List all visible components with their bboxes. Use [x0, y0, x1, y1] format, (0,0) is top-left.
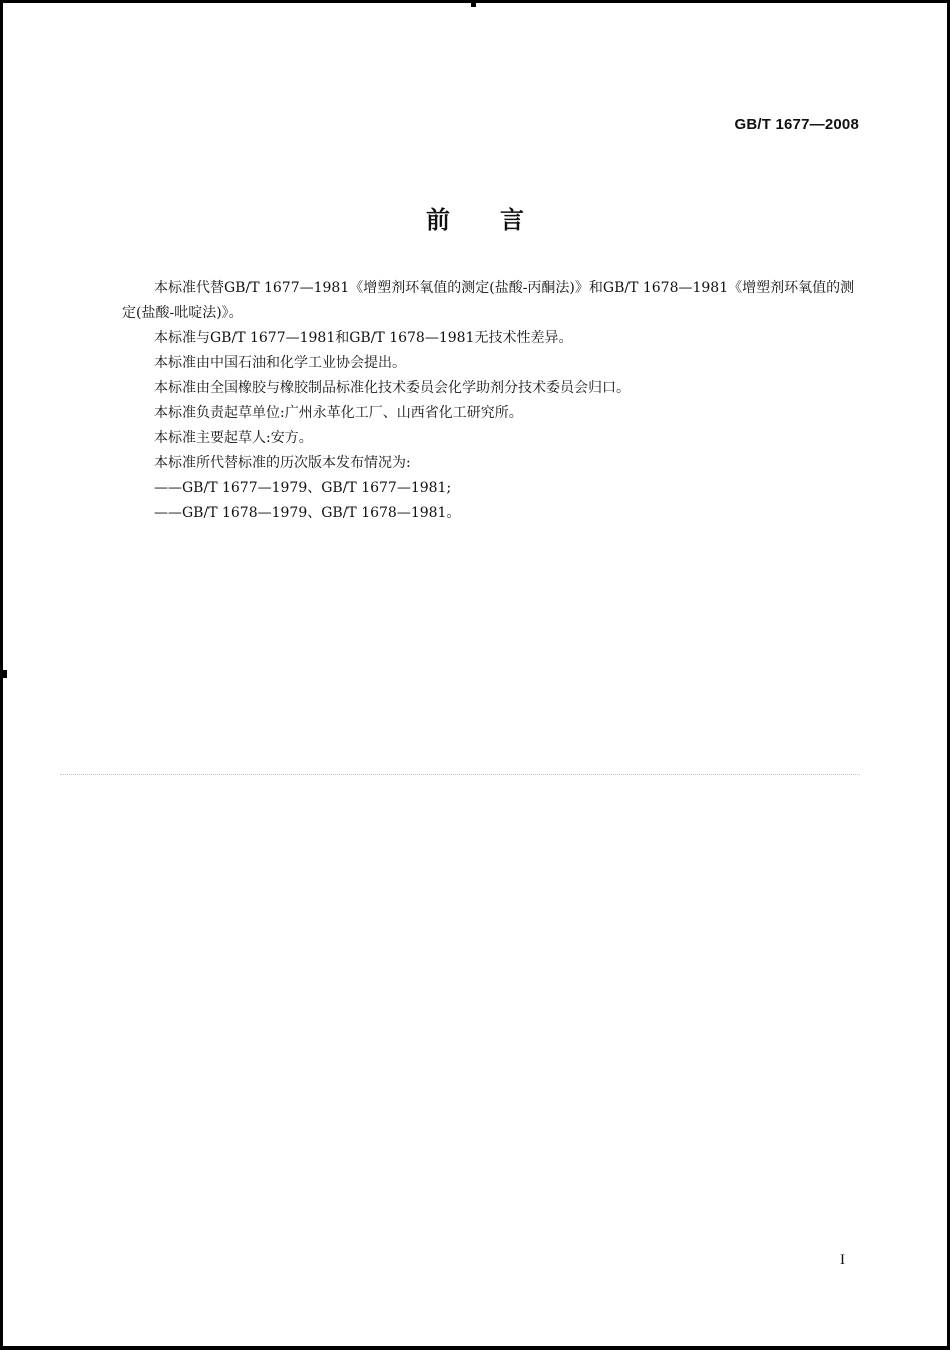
scan-mark-left	[0, 670, 7, 678]
page-title: 前言	[426, 206, 574, 234]
standard-code: GB/T 1677—2008	[734, 116, 859, 133]
page-number: I	[840, 1252, 845, 1268]
paragraph: 本标准负责起草单位:广州永革化工厂、山西省化工研究所。	[154, 405, 523, 421]
paragraph: 本标准代替GB/T 1677—1981《增塑剂环氧值的测定(盐酸-丙酮法)》和GB/T 1678—1981《增塑剂环氧值的测定(盐酸-吡啶法)》。	[122, 280, 855, 321]
list-item: ——GB/T 1678—1979、GB/T 1678—1981。	[154, 505, 461, 521]
paragraph: 本标准由中国石油和化学工业协会提出。	[154, 355, 406, 371]
scan-artifact-line	[60, 774, 860, 777]
preface-body	[122, 276, 860, 526]
scan-mark-top	[471, 0, 476, 7]
paragraph: 本标准与GB/T 1677—1981和GB/T 1678—1981无技术性差异。	[154, 330, 573, 346]
list-item: ——GB/T 1677—1979、GB/T 1677—1981;	[154, 480, 452, 496]
paragraph: 本标准主要起草人:安方。	[154, 430, 313, 446]
paragraph: 本标准所代替标准的历次版本发布情况为:	[154, 455, 411, 471]
page-border-bottom	[0, 1346, 950, 1350]
paragraph: 本标准由全国橡胶与橡胶制品标准化技术委员会化学助剂分技术委员会归口。	[154, 380, 630, 396]
